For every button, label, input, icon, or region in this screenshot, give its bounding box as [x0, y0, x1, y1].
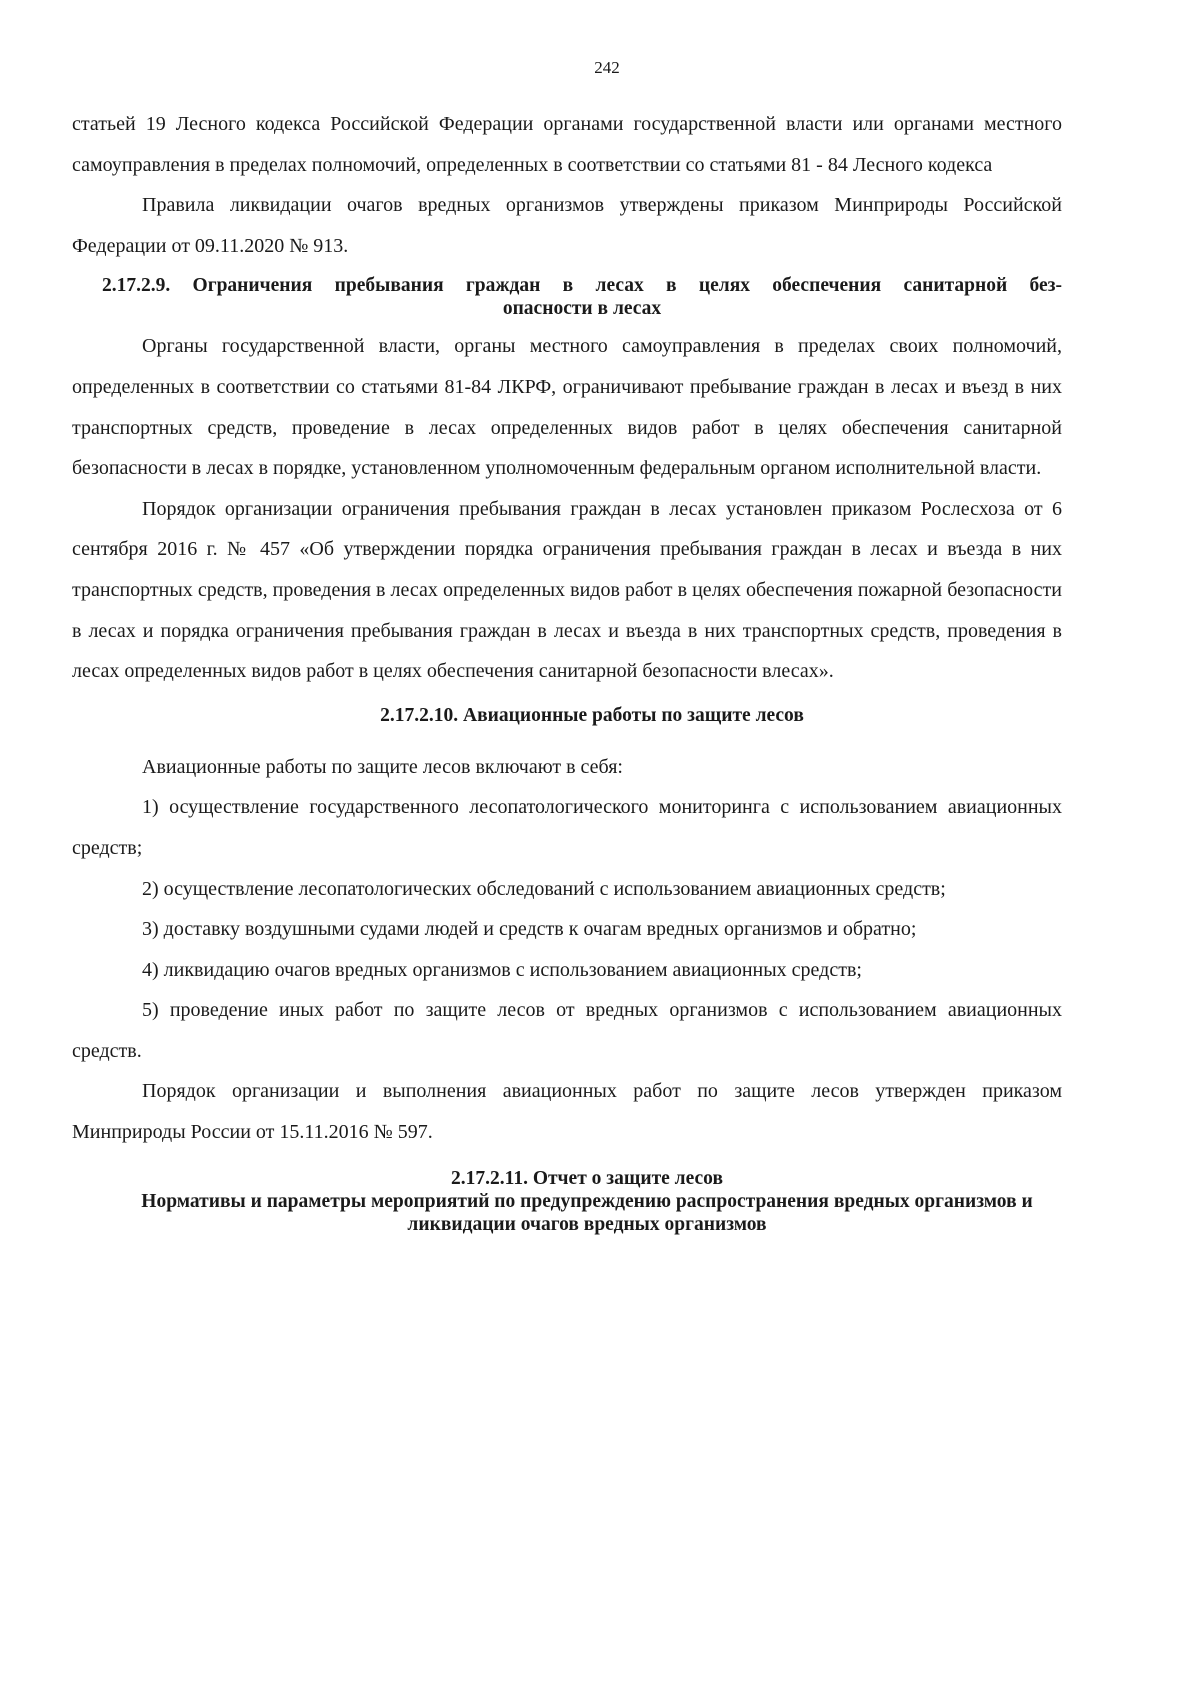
- list-item: 1) осуществление государственного лесопатологического мониторинга с использованием авиационных средств;: [72, 796, 1062, 859]
- paragraph-continuation: статьей 19 Лесного кодекса Российской Федерации органами государственной власти или органами местного самоуправления в пределах полномочий, определенных в соответствии со статьями 81 - 84 Лесного кодекса: [72, 113, 1062, 176]
- section-heading-2-17-2-10: 2.17.2.10. Авиационные работы по защите лесов: [380, 704, 804, 726]
- document-page: [72, 0, 1062, 1696]
- section-heading-2-17-2-9: [72, 274, 1062, 320]
- section-heading-line2: опасности в лесах: [502, 298, 662, 320]
- list-item: 4) ликвидацию очагов вредных организмов с использованием авиационных средств;: [142, 958, 862, 981]
- list-item: 2) осуществление лесопатологических обследований с использованием авиационных средств;: [142, 877, 946, 900]
- paragraph-authorities-restrict: Органы государственной власти, органы местного самоуправления в пределах своих полномочий, определенных в соответствии со статьями 81-84 ЛКРФ, ограничивают пребывание граждан в лесах и въезд в них транспортных средств, проведение в лесах определенных видов работ в целях обеспечения санитарной безопасности в лесах в порядке, установленном уполномоченным федеральным органом исполнительной власти.: [72, 335, 1062, 480]
- page-number: 242: [594, 58, 620, 77]
- section-heading-line1: 2.17.2.9. Ограничения пребывания граждан в лесах в целях обеспечения санитарной без-: [102, 275, 1062, 297]
- paragraph-aviation-order: Порядок организации и выполнения авиационных работ по защите лесов утвержден приказом Минприроды России от 15.11.2016 № 597.: [72, 1080, 1062, 1144]
- list-item: 3) доставку воздушными судами людей и средств к очагам вредных организмов и обратно;: [142, 918, 917, 941]
- section-heading-2-17-2-11: [72, 1167, 1062, 1236]
- paragraph-rules-liquidation: Правила ликвидации очагов вредных организмов утверждены приказом Минприроды Российской Федерации от 09.11.2020 № 913.: [72, 194, 1062, 257]
- list-item: 5) проведение иных работ по защите лесов от вредных организмов с использованием авиационных средств.: [72, 999, 1062, 1062]
- section-title: 2.17.2.11. Отчет о защите лесов: [451, 1167, 723, 1189]
- section-subtitle: Нормативы и параметры мероприятий по предупреждению распространения вредных организмов и ликвидации очагов вредных организмов: [141, 1190, 1033, 1235]
- paragraph-aviation-intro: Авиационные работы по защите лесов включают в себя:: [142, 755, 623, 778]
- paragraph-restriction-order: Порядок организации ограничения пребывания граждан в лесах установлен приказом Рослесхоза от 6 сентября 2016 г. № 457 «Об утверждении порядка ограничения пребывания граждан в лесах и въезда в них транспортных средств, проведения в лесах определенных видов работ в целях обеспечения пожарной безопасности в лесах и порядка ограничения пребывания граждан в лесах и въезда в них транспортных средств, проведения в лесах определенных видов работ в целях обеспечения санитарной безопасности влесах».: [72, 497, 1062, 683]
